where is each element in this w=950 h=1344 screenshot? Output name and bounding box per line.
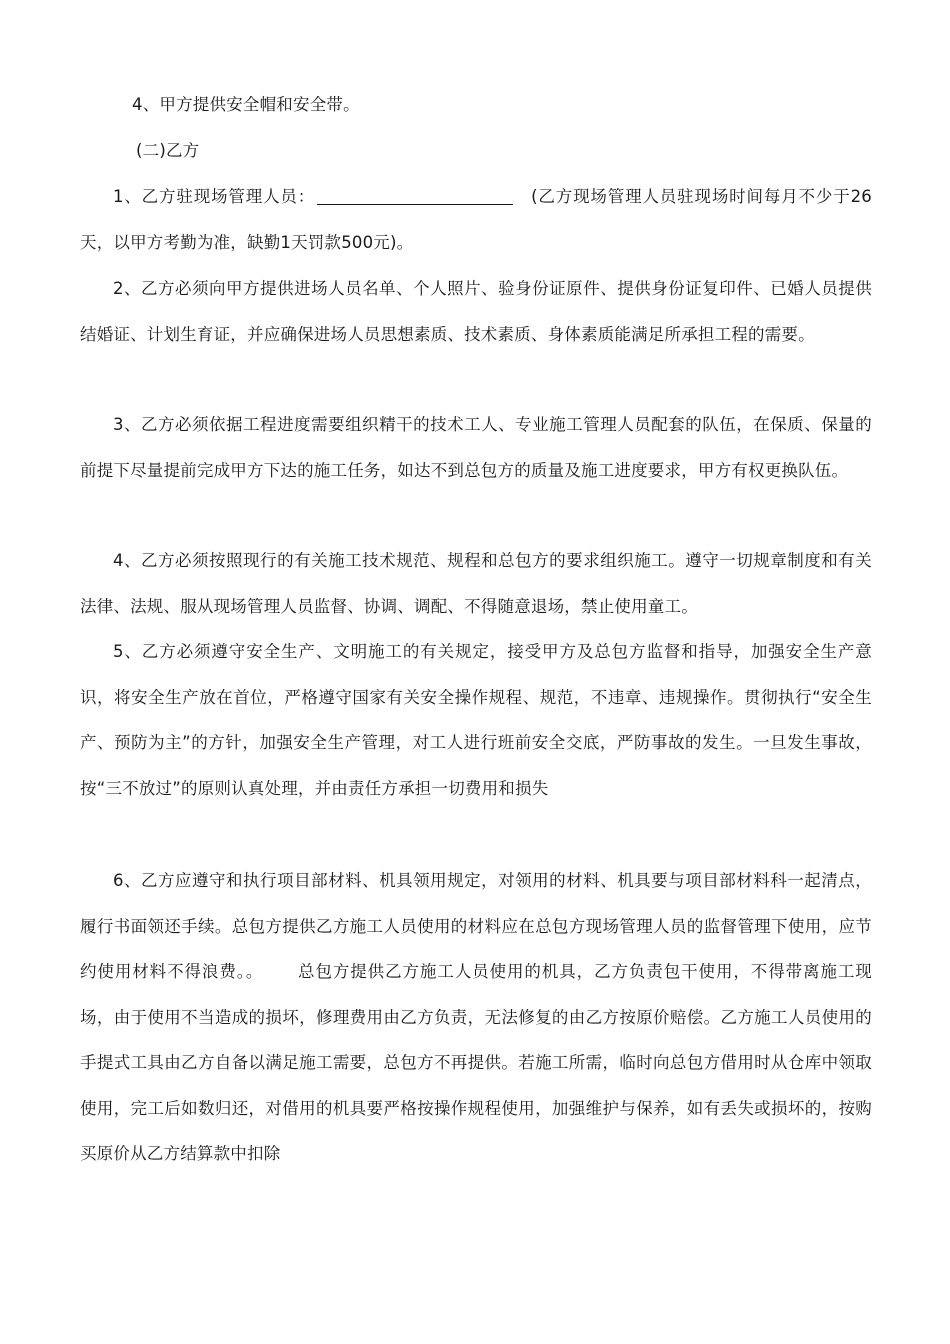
section-heading-party-b xyxy=(80,128,872,174)
clause-text-continued: (乙方现场管理人员驻现场时间每月不少于26天，以甲方考勤为准，缺勤1天罚款500元)。 xyxy=(80,187,872,252)
clause-b4-construction-standards xyxy=(80,538,872,629)
clause-a4-helmets xyxy=(80,82,872,128)
clause-b5-safety xyxy=(80,629,872,811)
clause-text-continued: 总包方提供乙方施工人员使用的机具，乙方负责包干使用，不得带离施工现场，由于使用不当造成的损坏，修理费用由乙方负责，无法修复的由乙方按原价赔偿。乙方施工人员使用的手提式工具由乙方自备以满足施工需要，总包方不再提供。若施工所需，临时向总包方借用时从仓库中领取使用，完工后如数归还，对借用的机具要严格按操作规程使用，加强维护与保养，如有丢失或损坏的，按购买原价从乙方结算款中扣除 xyxy=(80,962,872,1163)
clause-b2-personnel-documents xyxy=(80,266,872,357)
clause-text: 3、乙方必须依据工程进度需要组织精干的技术工人、专业施工管理人员配套的队伍，在保质、保量的前提下尽量提前完成甲方下达的施工任务，如达不到总包方的质量及施工进度要求，甲方有权更换队伍。 xyxy=(80,415,872,480)
manager-name-blank[interactable] xyxy=(317,186,513,205)
clause-text: 4、乙方必须按照现行的有关施工技术规范、规程和总包方的要求组织施工。遵守一切规章制度和有关法律、法规、服从现场管理人员监督、协调、调配、不得随意退场，禁止使用童工。 xyxy=(80,551,872,616)
clause-b6-materials-tools xyxy=(80,858,872,1177)
section-heading-text: (二)乙方 xyxy=(136,141,200,160)
clause-text: 5、乙方必须遵守安全生产、文明施工的有关规定，接受甲方及总包方监督和指导，加强安全生产意识，将安全生产放在首位，严格遵守国家有关安全操作规程、规范，不违章、违规操作。贯彻执行“安全生产、预防为主”的方针，加强安全生产管理，对工人进行班前安全交底，严防事故的发生。一旦发生事故，按“三不放过”的原则认真处理，并由责任方承担一切费用和损失 xyxy=(80,642,872,798)
clause-text: 2、乙方必须向甲方提供进场人员名单、个人照片、验身份证原件、提供身份证复印件、已婚人员提供结婚证、计划生育证，并应确保进场人员思想素质、技术素质、身体素质能满足所承担工程的需要。 xyxy=(80,279,872,344)
clause-text: 1、乙方驻现场管理人员： xyxy=(113,187,316,206)
clause-b3-team-organization xyxy=(80,402,872,493)
clause-text: 4、甲方提供安全帽和安全带。 xyxy=(132,95,360,114)
clause-b1-onsite-manager xyxy=(80,174,872,265)
clause-text: 6、乙方应遵守和执行项目部材料、机具领用规定，对领用的材料、机具要与项目部材料科一起清点，履行书面领还手续。总包方提供乙方施工人员使用的材料应在总包方现场管理人员的监督管理下使用，应节约使用材料不得浪费。。 xyxy=(80,871,872,981)
